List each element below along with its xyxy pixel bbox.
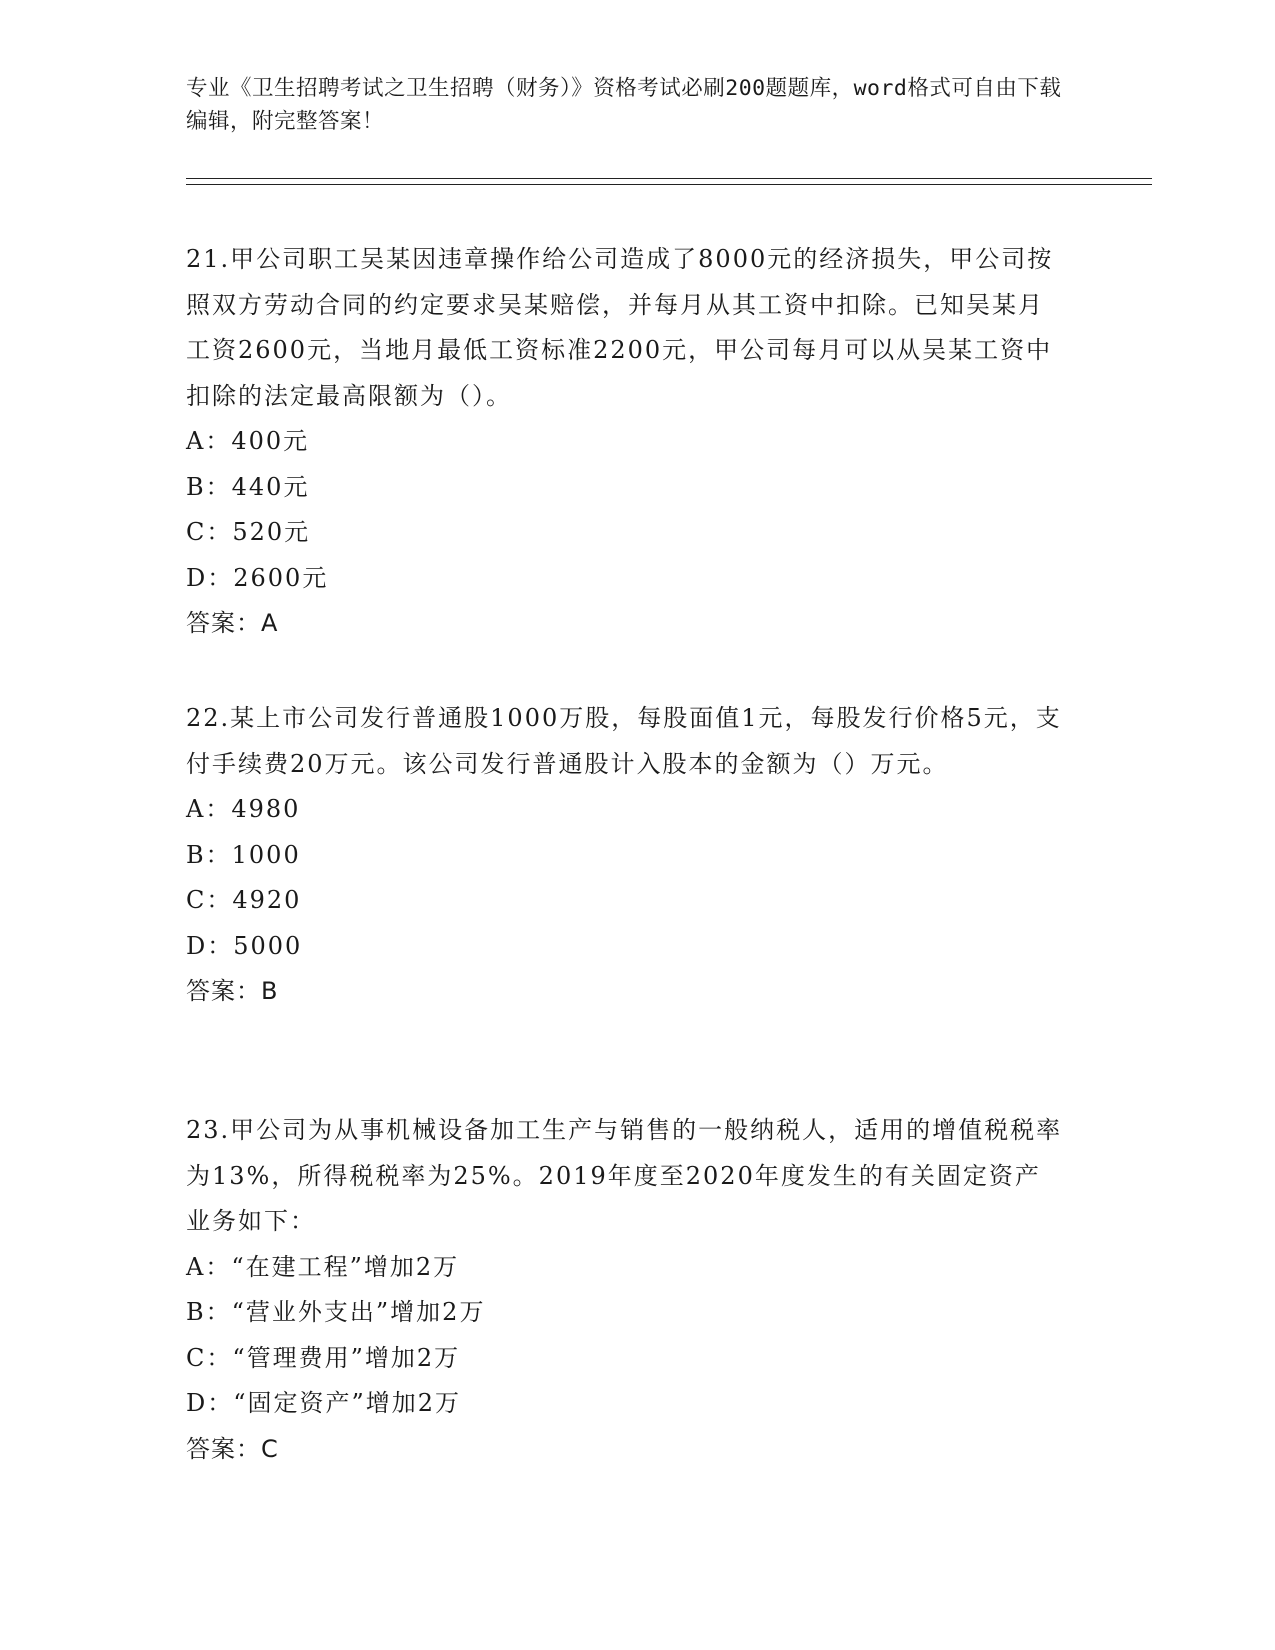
option-b: B：1000 — [186, 840, 301, 869]
header-divider-top — [186, 178, 1152, 179]
question-stem: 21.甲公司职工吴某因违章操作给公司造成了8000元的经济损失，甲公司按照双方劳动合同的约定要求吴某赔偿，并每月从其工资中扣除。已知吴某月工资2600元，当地月最低工资标准2200元，甲公司每月可以从吴某工资中扣除的法定最高限额为（）。 — [186, 245, 1054, 410]
option-a: A：“在建工程”增加2万 — [186, 1252, 460, 1281]
question-stem: 23.甲公司为从事机械设备加工生产与销售的一般纳税人，适用的增值税税率为13%，所得税税率为25%。2019年度至2020年度发生的有关固定资产业务如下： — [186, 1116, 1063, 1235]
answer: 答案：A — [186, 609, 279, 637]
question-stem: 22.某上市公司发行普通股1000万股，每股面值1元，每股发行价格5元，支付手续费20万元。该公司发行普通股计入股本的金额为（）万元。 — [186, 704, 1062, 778]
option-c: C：“管理费用”增加2万 — [186, 1343, 461, 1372]
header-text: 专业《卫生招聘考试之卫生招聘（财务）》资格考试必刷200题题库，word格式可自由下载编辑，附完整答案！ — [186, 76, 1062, 134]
question-22 — [186, 696, 1066, 1015]
question-23 — [186, 1108, 1066, 1472]
answer: 答案：C — [186, 1434, 279, 1463]
option-b: B：“营业外支出”增加2万 — [186, 1298, 486, 1326]
option-b: B：440元 — [186, 472, 310, 501]
option-a: A：4980 — [186, 795, 301, 823]
document-header — [186, 72, 1066, 138]
option-c: C：520元 — [186, 518, 311, 546]
option-d: D：“固定资产”增加2万 — [186, 1389, 462, 1417]
option-a: A：400元 — [186, 427, 310, 455]
question-21 — [186, 237, 1066, 647]
option-c: C：4920 — [186, 886, 302, 914]
option-d: D：5000 — [186, 931, 303, 960]
header-divider-bottom — [186, 184, 1152, 185]
option-d: D：2600元 — [186, 563, 329, 592]
answer: 答案：B — [186, 977, 279, 1005]
